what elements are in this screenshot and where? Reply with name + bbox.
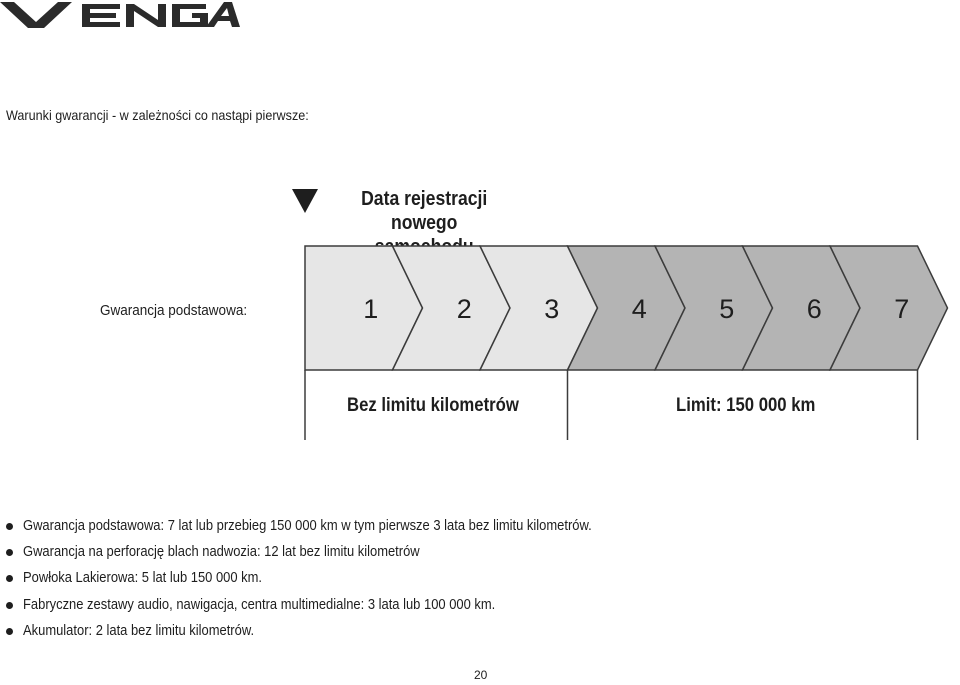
basic-warranty-label: Gwarancja podstawowa: [100, 302, 248, 319]
no-mileage-limit-label: Bez limitu kilometrów [347, 395, 519, 416]
bullet-icon [6, 523, 13, 530]
year-label-5: 5 [719, 294, 735, 324]
year-label-1: 1 [363, 294, 379, 324]
bullet-icon [6, 602, 13, 609]
year-label-2: 2 [456, 294, 472, 324]
mileage-limit-label: Limit: 150 000 km [676, 395, 816, 416]
year-label-4: 4 [631, 294, 647, 324]
year-label-7: 7 [894, 294, 910, 324]
list-item-text: Powłoka Lakierowa: 5 lat lub 150 000 km. [23, 570, 263, 587]
list-item-text: Fabryczne zestawy audio, nawigacja, centra multimedialne: 3 lata lub 100 000 km. [23, 596, 496, 613]
warranty-intro-heading: Warunki gwarancji - w zależności co nastąpi pierwsze: [6, 107, 309, 123]
year-label-6: 6 [806, 294, 822, 324]
list-item-text: Gwarancja na perforację blach nadwozia: 12 lat bez limitu kilometrów [23, 544, 420, 561]
registration-line-1: Data rejestracji nowego [361, 188, 488, 234]
page-number: 20 [474, 668, 488, 682]
year-label-3: 3 [544, 294, 560, 324]
list-item-text: Gwarancja podstawowa: 7 lat lub przebieg 150 000 km w tym pierwsze 3 lata bez limitu kilometrów. [23, 518, 592, 534]
bullet-icon [6, 628, 13, 635]
list-item-text: Akumulator: 2 lata bez limitu kilometrów. [23, 622, 255, 639]
